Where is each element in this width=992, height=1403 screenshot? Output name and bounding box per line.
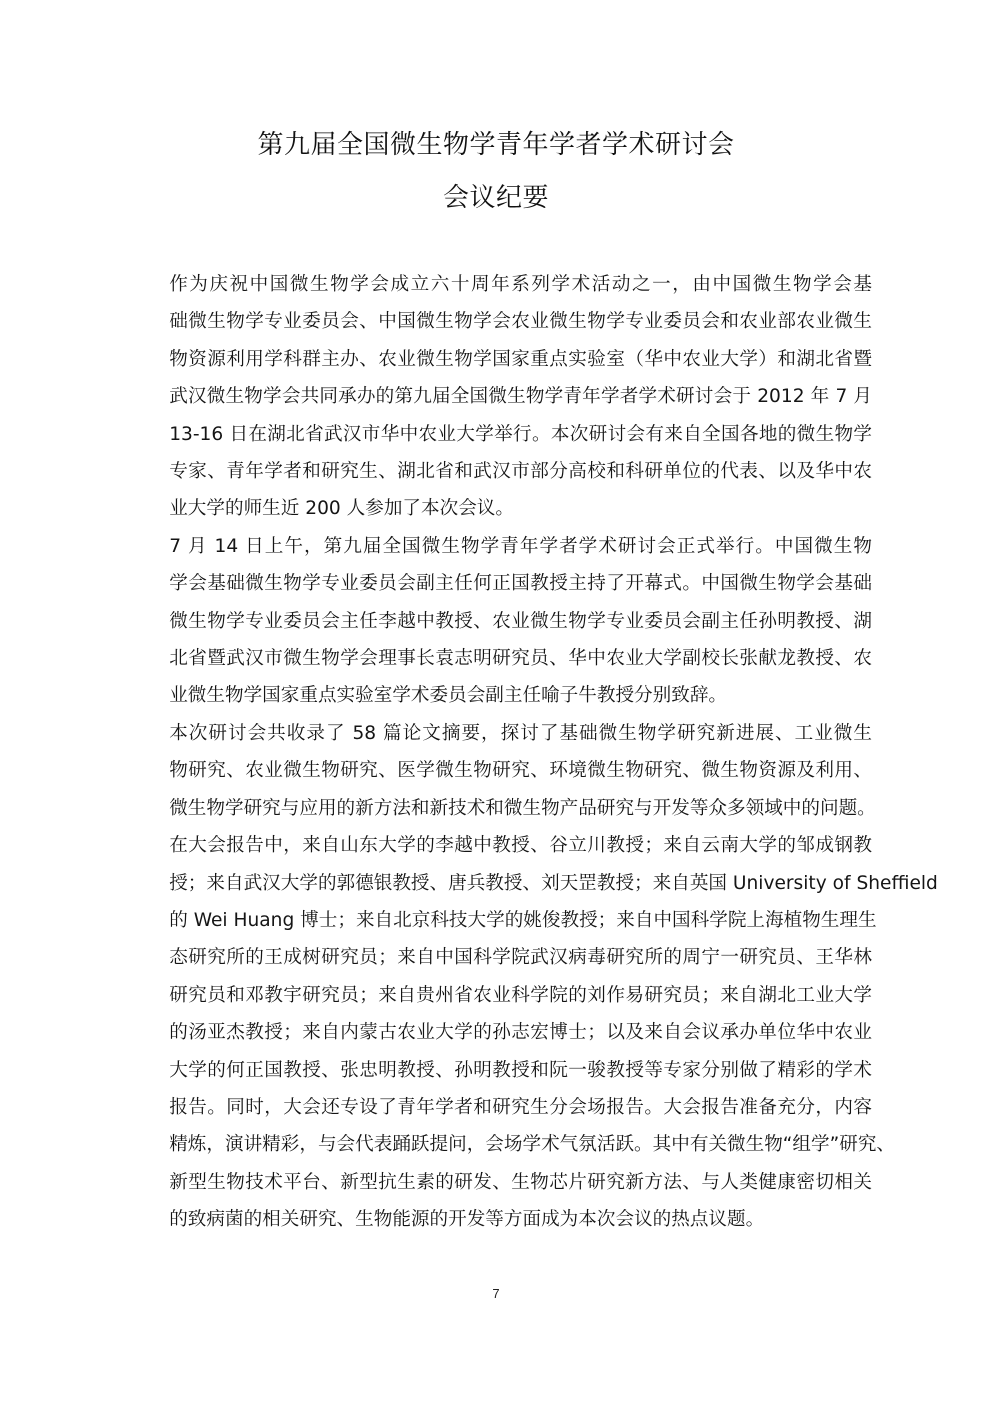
text-line: 的 Wei Huang 博士；来自北京科技大学的姚俊教授；来自中国科学院上海植物生理生 [169,909,877,931]
text-line: 报告。同时，大会还专设了青年学者和研究生分会场报告。大会报告准备充分，内容 [169,1096,872,1118]
paragraph-reports [132,715,938,1239]
text-line: 业大学的师生近 200 人参加了本次会议。 [169,498,514,520]
text-line: 大学的何正国教授、张忠明教授、孙明教授和阮一骏教授等专家分别做了精彩的学术 [169,1059,872,1081]
text-line: 精炼，演讲精彩，与会代表踊跃提问，会场学术气氛活跃。其中有关微生物“组学”研究、 [169,1134,896,1156]
text-line: 的汤亚杰教授；来自内蒙古农业大学的孙志宏博士；以及来自会议承办单位华中农业 [169,1022,872,1044]
text-line: 研究员和邓教宇研究员；来自贵州省农业科学院的刘作易研究员；来自湖北工业大学 [169,984,872,1006]
text-line: 物资源利用学科群主办、农业微生物学国家重点实验室（华中农业大学）和湖北省暨 [169,348,872,370]
paragraph-opening-ceremony [132,528,872,715]
text-line: 本次研讨会共收录了 58 篇论文摘要，探讨了基础微生物学研究新进展、工业微生 [169,722,872,744]
text-line: 的致病菌的相关研究、生物能源的开发等方面成为本次会议的热点议题。 [169,1209,765,1231]
text-line: 业微生物学国家重点实验室学术委员会副主任喻子牛教授分别致辞。 [169,685,728,707]
text-line: 授；来自武汉大学的郭德银教授、唐兵教授、刘天罡教授；来自英国 University of Sheffield [169,872,938,894]
text-line: 在大会报告中，来自山东大学的李越中教授、谷立川教授；来自云南大学的邹成钢教 [169,835,872,857]
page-number: 7 [492,1286,500,1301]
document-subtitle: 会议纪要 [442,183,549,213]
text-line: 13-16 日在湖北省武汉市华中农业大学举行。本次研讨会有来自全国各地的微生物学 [169,423,872,445]
text-line: 物研究、农业微生物研究、医学微生物研究、环境微生物研究、微生物资源及利用、 [169,760,872,782]
text-line: 北省暨武汉市微生物学会理事长袁志明研究员、华中农业大学副校长张献龙教授、农 [169,648,872,670]
text-line: 微生物学专业委员会主任李越中教授、农业微生物学专业委员会副主任孙明教授、湖 [169,610,872,632]
document-title: 第九届全国微生物学青年学者学术研讨会 [257,130,735,160]
text-line: 作为庆祝中国微生物学会成立六十周年系列学术活动之一，由中国微生物学会基 [169,274,872,295]
text-line: 专家、青年学者和研究生、湖北省和武汉市部分高校和科研单位的代表、以及华中农 [169,461,872,483]
text-line: 武汉微生物学会共同承办的第九届全国微生物学青年学者学术研讨会于 2012 年 7 月 [169,386,872,408]
paragraph-opening [132,266,872,528]
text-line: 新型生物技术平台、新型抗生素的研发、生物芯片研究新方法、与人类健康密切相关 [169,1171,872,1193]
text-line: 础微生物学专业委员会、中国微生物学会农业微生物学专业委员会和农业部农业微生 [169,311,872,333]
text-line: 7 月 14 日上午，第九届全国微生物学青年学者学术研讨会正式举行。中国微生物 [169,535,872,557]
text-line: 微生物学研究与应用的新方法和新技术和微生物产品研究与开发等众多领域中的问题。 [169,797,876,819]
document-body [132,266,938,1239]
text-line: 态研究所的王成树研究员；来自中国科学院武汉病毒研究所的周宁一研究员、王华林 [169,947,872,969]
text-line: 学会基础微生物学专业委员会副主任何正国教授主持了开幕式。中国微生物学会基础 [169,573,872,595]
